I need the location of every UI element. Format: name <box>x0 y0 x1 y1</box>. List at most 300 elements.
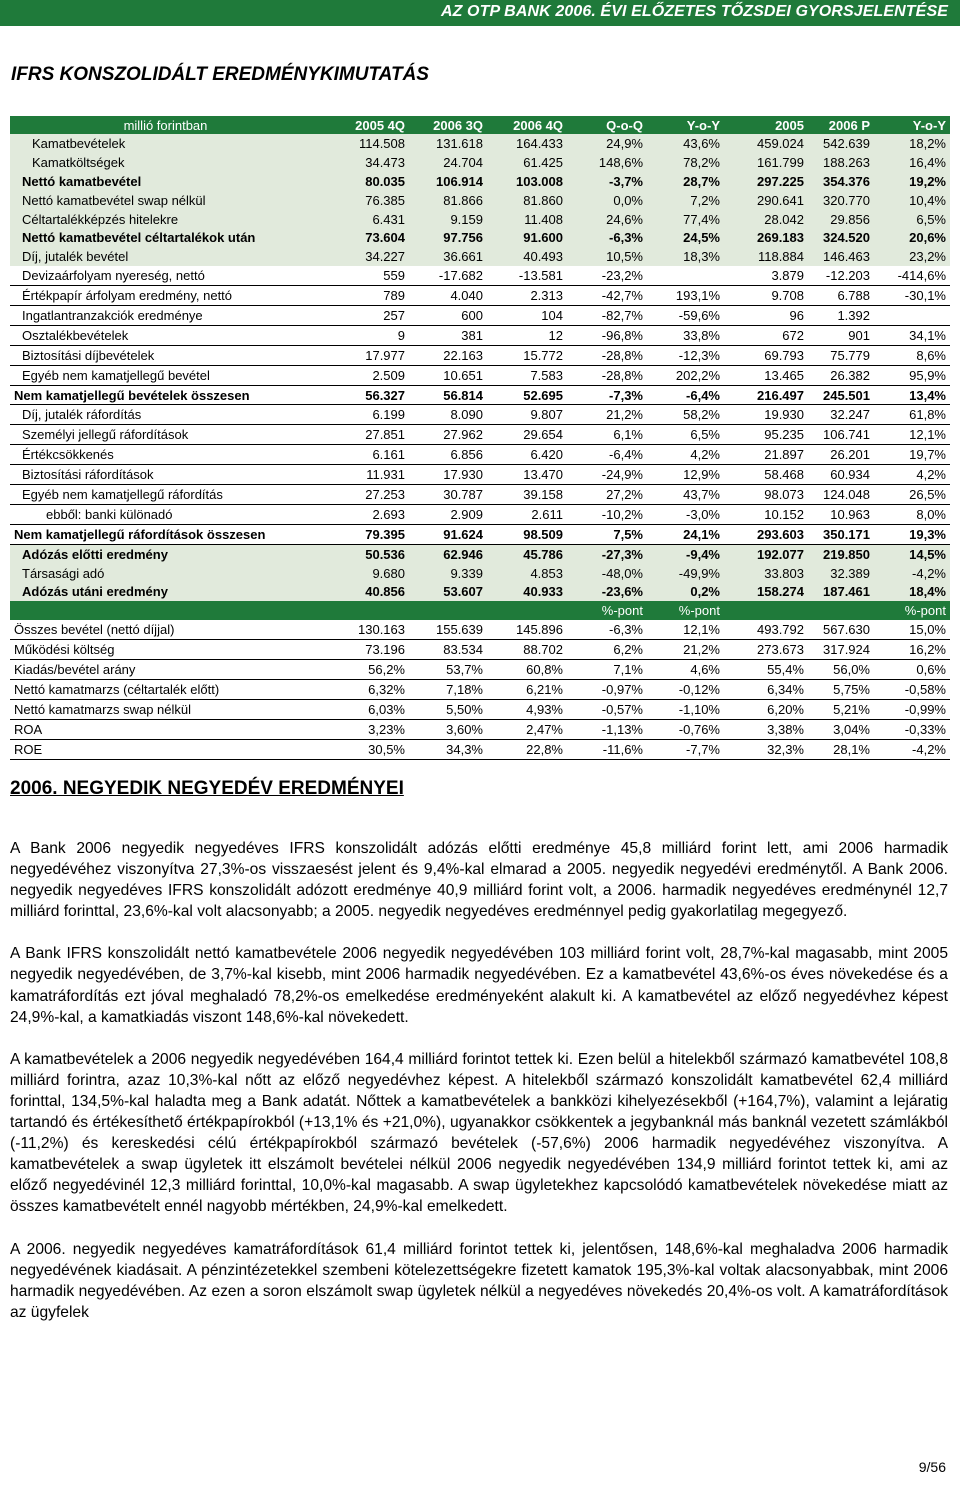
table-cell: 19,7% <box>874 445 950 465</box>
table-cell: 6.199 <box>321 405 409 425</box>
table-cell: 30.787 <box>409 485 487 505</box>
table-cell: 293.603 <box>724 524 808 544</box>
table-cell: 18,4% <box>874 582 950 601</box>
table-row <box>10 465 950 485</box>
table-row <box>10 620 950 639</box>
table-cell: 24,1% <box>647 524 724 544</box>
table-cell: 43,7% <box>647 485 724 505</box>
table-cell: 13.470 <box>487 465 567 485</box>
column-header: Q-o-Q <box>567 116 647 134</box>
table-cell: 77,4% <box>647 210 724 229</box>
table-cell: 3.879 <box>724 266 808 285</box>
table-cell: -10,2% <box>567 504 647 524</box>
table-cell: 10.651 <box>409 365 487 385</box>
row-label: ROE <box>10 739 321 759</box>
table-cell: 0,2% <box>647 582 724 601</box>
table-cell: 32.247 <box>808 405 874 425</box>
table-cell: 27.851 <box>321 425 409 445</box>
table-cell: 118.884 <box>724 247 808 266</box>
table-cell: 901 <box>808 325 874 345</box>
row-label: Adózás előtti eredmény <box>10 544 321 563</box>
row-label: Társasági adó <box>10 564 321 583</box>
table-cell: -6,3% <box>567 620 647 639</box>
table-cell: 0,0% <box>567 191 647 210</box>
table-cell: 76.385 <box>321 191 409 210</box>
table-cell: 22.163 <box>409 345 487 365</box>
table-cell: 10.152 <box>724 504 808 524</box>
table-cell: 106.914 <box>409 172 487 191</box>
row-label: Értékpapír árfolyam eredmény, nettó <box>10 286 321 306</box>
table-cell: 40.856 <box>321 582 409 601</box>
column-header: 2006 3Q <box>409 116 487 134</box>
table-cell: 55,4% <box>724 660 808 680</box>
table-cell: 7.583 <box>487 365 567 385</box>
table-cell: -59,6% <box>647 306 724 326</box>
table-row <box>10 228 950 247</box>
table-cell: 4,6% <box>647 660 724 680</box>
table-cell: 672 <box>724 325 808 345</box>
table-cell: 17.930 <box>409 465 487 485</box>
table-cell: -6,3% <box>567 228 647 247</box>
table-cell: -0,97% <box>567 679 647 699</box>
table-cell: 83.534 <box>409 640 487 660</box>
table-cell: %-pont <box>874 601 950 620</box>
table-row <box>10 325 950 345</box>
table-cell: %-pont <box>567 601 647 620</box>
table-cell: 6.420 <box>487 445 567 465</box>
table-cell: 12 <box>487 325 567 345</box>
table-cell: -28,8% <box>567 345 647 365</box>
table-cell: 103.008 <box>487 172 567 191</box>
table-cell: -1,10% <box>647 699 724 719</box>
table-cell: -28,8% <box>567 365 647 385</box>
table-cell: 2,47% <box>487 719 567 739</box>
table-row <box>10 640 950 660</box>
table-cell: -6,4% <box>647 385 724 405</box>
table-cell: 29.856 <box>808 210 874 229</box>
table-cell: 2.909 <box>409 504 487 524</box>
table-header-row <box>10 116 950 134</box>
table-cell: 24.704 <box>409 153 487 172</box>
table-cell: 43,6% <box>647 134 724 153</box>
column-header: millió forintban <box>10 116 321 134</box>
row-label: Osztalékbevételek <box>10 325 321 345</box>
table-cell: 12,1% <box>874 425 950 445</box>
table-cell: -27,3% <box>567 544 647 563</box>
column-header: Y-o-Y <box>874 116 950 134</box>
section-title: 2006. NEGYEDIK NEGYEDÉV EREDMÉNYEI <box>10 778 404 799</box>
table-cell: 8,6% <box>874 345 950 365</box>
table-cell: 187.461 <box>808 582 874 601</box>
table-cell: 8.090 <box>409 405 487 425</box>
table-cell: 7,18% <box>409 679 487 699</box>
table-cell: 7,2% <box>647 191 724 210</box>
table-cell: 6,20% <box>724 699 808 719</box>
table-cell: 24,6% <box>567 210 647 229</box>
table-cell: 53.607 <box>409 582 487 601</box>
table-cell: 4,93% <box>487 699 567 719</box>
row-label: Személyi jellegű ráfordítások <box>10 425 321 445</box>
table-cell: 3,04% <box>808 719 874 739</box>
table-cell: 62.946 <box>409 544 487 563</box>
table-cell: 5,75% <box>808 679 874 699</box>
table-cell: 26,5% <box>874 485 950 505</box>
row-label: Díj, jutalék ráfordítás <box>10 405 321 425</box>
table-cell: 39.158 <box>487 485 567 505</box>
column-header: 2006 P <box>808 116 874 134</box>
row-label: ROA <box>10 719 321 739</box>
table-cell: 45.786 <box>487 544 567 563</box>
table-cell: -0,99% <box>874 699 950 719</box>
paragraph: A kamatbevételek a 2006 negyedik negyedévében 164,4 milliárd forintot tettek ki. Ezen belül a hitelekből származó kamatbevétel 108,8 milliárd forintra, azaz 10,3%-kal nőtt az előző negyedévhez képest. A hitelekből származó konszolidált kamatbevétel 62,4 milliárd forinttal, 134,5%-kal haladta meg a Bank adatát. Nőttek a kamatbevételek a bankközi kihelyezésekből (+164,7%), valamint a lejáratig tartandó és értékesíthető értékpapírokból (+13,1% és +21,0%), ugyanakkor csökkentek a jegybanknál más banknál vezetett számlákból (-11,2%) és kereskedési célú értékpapírokból származó bevételek (-57,6%) 2006 harmadik negyedévéhez viszonyítva. A kamatbevételek a swap ügyletek itt elszámolt bevételei nélkül 2006 negyedik negyedévében 134,9 milliárd forintot tettek ki, ami az előző negyedévinél 12,3 milliárd forinttal, 10,0%-kal magasabb. A swap ügyletekhez kapcsolódó kamatbevételek növekedése miatt az összes kamatbevételt ennél nagyobb mértékben, 24,9%-kal emelkedett. <box>10 1050 948 1216</box>
table-cell: 40.933 <box>487 582 567 601</box>
table-cell: 12,9% <box>647 465 724 485</box>
table-cell: -9,4% <box>647 544 724 563</box>
table-cell: 34,3% <box>409 739 487 759</box>
row-label: Értékcsökkenés <box>10 445 321 465</box>
table-cell: 36.661 <box>409 247 487 266</box>
column-header: 2005 4Q <box>321 116 409 134</box>
table-cell: 193,1% <box>647 286 724 306</box>
table-cell: 9.708 <box>724 286 808 306</box>
table-cell: 40.493 <box>487 247 567 266</box>
column-header: 2005 <box>724 116 808 134</box>
row-label: Biztosítási díjbevételek <box>10 345 321 365</box>
table-cell: 354.376 <box>808 172 874 191</box>
table-row <box>10 172 950 191</box>
table-cell: 6.856 <box>409 445 487 465</box>
table-cell: 13.465 <box>724 365 808 385</box>
table-cell: 17.977 <box>321 345 409 365</box>
table-cell: 4,2% <box>874 465 950 485</box>
table-cell: 567.630 <box>808 620 874 639</box>
table-cell: 216.497 <box>724 385 808 405</box>
table-cell: 56.814 <box>409 385 487 405</box>
table-row <box>10 425 950 445</box>
table-cell: 23,2% <box>874 247 950 266</box>
row-label <box>10 601 321 620</box>
report-header-band <box>0 0 960 26</box>
table-cell: -414,6% <box>874 266 950 285</box>
paragraph: A 2006. negyedik negyedéves kamatráfordítások 61,4 milliárd forintot tettek ki, jelentősen, 148,6%-kal meghaladva 2006 harmadik negyedévének kiadásait. A pénzintézetekkel szembeni kötelezettségekre fizetett kamatok 195,3%-kal voltak alacsonyabbak, mint 2006 harmadik negyedévében. Az ezen a soron elszámolt swap ügyletek nélkül a negyedéves növekedés 20,4%-os volt. A kamatráfordítások az ügyfelek <box>10 1240 948 1321</box>
table-cell: -7,3% <box>567 385 647 405</box>
table-cell: 19,2% <box>874 172 950 191</box>
table-cell <box>874 306 950 326</box>
table-cell: 9 <box>321 325 409 345</box>
table-cell: 148,6% <box>567 153 647 172</box>
row-label: Összes bevétel (nettó díjjal) <box>10 620 321 639</box>
row-label: Kiadás/bevétel arány <box>10 660 321 680</box>
table-cell: 27.962 <box>409 425 487 445</box>
table-cell: 29.654 <box>487 425 567 445</box>
table-cell: 320.770 <box>808 191 874 210</box>
table-row <box>10 247 950 266</box>
row-label: Nettó kamatmarzs (céltartalék előtt) <box>10 679 321 699</box>
table-cell: -1,13% <box>567 719 647 739</box>
table-cell: 30,5% <box>321 739 409 759</box>
row-label: Kamatbevételek <box>10 134 321 153</box>
table-cell: -23,6% <box>567 582 647 601</box>
table-cell: 16,4% <box>874 153 950 172</box>
table-cell: 130.163 <box>321 620 409 639</box>
table-cell: 20,6% <box>874 228 950 247</box>
table-cell: 4.040 <box>409 286 487 306</box>
table-cell: -42,7% <box>567 286 647 306</box>
table-cell: -82,7% <box>567 306 647 326</box>
table-cell: -48,0% <box>567 564 647 583</box>
table-cell: 158.274 <box>724 582 808 601</box>
table-cell: 34.227 <box>321 247 409 266</box>
table-cell: 34.473 <box>321 153 409 172</box>
table-cell: 146.463 <box>808 247 874 266</box>
row-label: Devizaárfolyam nyereség, nettó <box>10 266 321 285</box>
table-cell: 21.897 <box>724 445 808 465</box>
table-cell: -3,7% <box>567 172 647 191</box>
table-cell: -96,8% <box>567 325 647 345</box>
table-row <box>10 485 950 505</box>
table-cell: 7,5% <box>567 524 647 544</box>
table-cell: 58,2% <box>647 405 724 425</box>
table-cell: 4,2% <box>647 445 724 465</box>
table-cell: 10,4% <box>874 191 950 210</box>
table-cell: 88.702 <box>487 640 567 660</box>
table-cell: 91.600 <box>487 228 567 247</box>
table-cell: 3,23% <box>321 719 409 739</box>
table-cell: -7,7% <box>647 739 724 759</box>
table-cell: 50.536 <box>321 544 409 563</box>
table-cell: 3,38% <box>724 719 808 739</box>
table-cell: 164.433 <box>487 134 567 153</box>
table-cell: 219.850 <box>808 544 874 563</box>
table-cell: 80.035 <box>321 172 409 191</box>
table-cell: 10.963 <box>808 504 874 524</box>
table-cell: 10,5% <box>567 247 647 266</box>
table-cell: 9.807 <box>487 405 567 425</box>
table-row <box>10 504 950 524</box>
table-cell: -4,2% <box>874 564 950 583</box>
table-cell: 56,0% <box>808 660 874 680</box>
row-label: Nettó kamatbevétel swap nélkül <box>10 191 321 210</box>
table-cell: 6.431 <box>321 210 409 229</box>
row-label: Működési költség <box>10 640 321 660</box>
table-cell: 6.161 <box>321 445 409 465</box>
table-cell: 9.680 <box>321 564 409 583</box>
table-row <box>10 210 950 229</box>
table-cell: 33.803 <box>724 564 808 583</box>
table-row <box>10 719 950 739</box>
table-cell: 56,2% <box>321 660 409 680</box>
table-cell: 131.618 <box>409 134 487 153</box>
table-cell: 81.860 <box>487 191 567 210</box>
table-row <box>10 405 950 425</box>
row-label: ebből: banki különadó <box>10 504 321 524</box>
table-cell: 9.159 <box>409 210 487 229</box>
table-row <box>10 445 950 465</box>
table-cell: 21,2% <box>647 640 724 660</box>
table-cell: -0,76% <box>647 719 724 739</box>
table-cell: 95,9% <box>874 365 950 385</box>
table-cell: 2.509 <box>321 365 409 385</box>
table-cell: 18,2% <box>874 134 950 153</box>
table-cell: 106.741 <box>808 425 874 445</box>
table-cell: 32.389 <box>808 564 874 583</box>
table-cell: 6,1% <box>567 425 647 445</box>
table-cell: 11.408 <box>487 210 567 229</box>
table-cell: 192.077 <box>724 544 808 563</box>
table-cell: 188.263 <box>808 153 874 172</box>
table-cell: 53,7% <box>409 660 487 680</box>
table-cell: 124.048 <box>808 485 874 505</box>
table-row <box>10 365 950 385</box>
table-cell: 4.853 <box>487 564 567 583</box>
table-row <box>10 679 950 699</box>
table-row <box>10 266 950 285</box>
table-cell: 114.508 <box>321 134 409 153</box>
table-cell: 6,34% <box>724 679 808 699</box>
table-cell: 245.501 <box>808 385 874 405</box>
table-cell: -0,33% <box>874 719 950 739</box>
table-cell: 26.201 <box>808 445 874 465</box>
table-cell: 98.073 <box>724 485 808 505</box>
table-cell: 273.673 <box>724 640 808 660</box>
table-cell: 19.930 <box>724 405 808 425</box>
table-row <box>10 739 950 759</box>
table-cell: 6,5% <box>874 210 950 229</box>
table-cell: 15.772 <box>487 345 567 365</box>
table-row <box>10 699 950 719</box>
table-cell: -13.581 <box>487 266 567 285</box>
row-label: Nem kamatjellegű bevételek összesen <box>10 385 321 405</box>
table-cell: 96 <box>724 306 808 326</box>
table-cell: 459.024 <box>724 134 808 153</box>
table-cell: 52.695 <box>487 385 567 405</box>
row-label: Kamatköltségek <box>10 153 321 172</box>
table-cell <box>321 601 409 620</box>
paragraph: A Bank 2006 negyedik negyedéves IFRS konszolidált adózás előtti eredménye 45,8 milliárd forint lett, ami 2006 harmadik negyedévéhez viszonyítva 27,3%-os visszaesést jelent és 9,4%-kal elmarad a 2005. negyedik negyedévi eredménytől. A Bank 2006. negyedik negyedéves IFRS konszolidált adózott eredménye 40,9 milliárd forint volt, a 2006. harmadik negyedéves eredménynél 12,7 milliárd forinttal, 23,6%-kal volt alacsonyabb; a 2005. negyedik negyedéves eredménnyel pedig gyakorlatilag megegyező. <box>10 840 948 921</box>
table-cell: 34,1% <box>874 325 950 345</box>
table-row <box>10 153 950 172</box>
table-cell: 78,2% <box>647 153 724 172</box>
table-cell: 28,7% <box>647 172 724 191</box>
table-cell: 73.604 <box>321 228 409 247</box>
table-cell: 202,2% <box>647 365 724 385</box>
row-label: Biztosítási ráfordítások <box>10 465 321 485</box>
page-title: IFRS KONSZOLIDÁLT EREDMÉNYKIMUTATÁS <box>11 64 429 85</box>
table-cell <box>487 601 567 620</box>
row-label: Nem kamatjellegű ráfordítások összesen <box>10 524 321 544</box>
table-cell: 0,6% <box>874 660 950 680</box>
table-cell: 18,3% <box>647 247 724 266</box>
table-cell: 75.779 <box>808 345 874 365</box>
table-cell: 6,2% <box>567 640 647 660</box>
table-cell: 21,2% <box>567 405 647 425</box>
table-cell: 104 <box>487 306 567 326</box>
table-cell: 33,8% <box>647 325 724 345</box>
table-cell: 269.183 <box>724 228 808 247</box>
table-cell: 155.639 <box>409 620 487 639</box>
table-cell: 6.788 <box>808 286 874 306</box>
table-cell: 28,1% <box>808 739 874 759</box>
row-label: Céltartalékképzés hitelekre <box>10 210 321 229</box>
table-cell: 69.793 <box>724 345 808 365</box>
column-header: 2006 4Q <box>487 116 567 134</box>
table-cell: -30,1% <box>874 286 950 306</box>
table-cell: 6,21% <box>487 679 567 699</box>
table-cell: -4,2% <box>874 739 950 759</box>
table-cell: -0,58% <box>874 679 950 699</box>
table-cell: 60.934 <box>808 465 874 485</box>
body-text <box>10 838 948 1344</box>
table-cell: 6,5% <box>647 425 724 445</box>
table-cell: 61.425 <box>487 153 567 172</box>
table-cell: 11.931 <box>321 465 409 485</box>
row-label: Díj, jutalék bevétel <box>10 247 321 266</box>
table-cell: 22,8% <box>487 739 567 759</box>
table-cell: 2.693 <box>321 504 409 524</box>
table-cell: -0,12% <box>647 679 724 699</box>
table-cell: 27.253 <box>321 485 409 505</box>
table-cell: 297.225 <box>724 172 808 191</box>
table-cell: 3,60% <box>409 719 487 739</box>
paragraph: A Bank IFRS konszolidált nettó kamatbevétele 2006 negyedik negyedévében 103 milliárd forint volt, 28,7%-kal magasabb, mint 2005 negyedik negyedévében, de 3,7%-kal kisebb, mint 2006 harmadik negyedévében. Ez a kamatbevétel 43,6%-os éves növekedése és a kamatráfordítás ezt jóval meghaladó 78,2%-os emelkedése eredményeként alakult ki. A kamatbevétel az előző negyedévhez képest 24,9%-kal, a kamatkiadás viszont 148,6%-kal növekedett. <box>10 945 948 1026</box>
table-cell: 27,2% <box>567 485 647 505</box>
table-row <box>10 582 950 601</box>
table-cell: 24,9% <box>567 134 647 153</box>
table-cell: 2.611 <box>487 504 567 524</box>
row-label: Nettó kamatbevétel céltartalékok után <box>10 228 321 247</box>
table-cell: 1.392 <box>808 306 874 326</box>
table-cell: -17.682 <box>409 266 487 285</box>
table-cell: -3,0% <box>647 504 724 524</box>
table-cell: 257 <box>321 306 409 326</box>
table-cell: 24,5% <box>647 228 724 247</box>
page-number: 9/56 <box>918 1459 946 1475</box>
table-row <box>10 564 950 583</box>
table-cell: 16,2% <box>874 640 950 660</box>
table-cell <box>647 266 724 285</box>
table-cell: 61,8% <box>874 405 950 425</box>
table-cell: 32,3% <box>724 739 808 759</box>
table-cell: 600 <box>409 306 487 326</box>
table-cell: 5,21% <box>808 699 874 719</box>
table-row <box>10 191 950 210</box>
row-label: Ingatlantranzakciók eredménye <box>10 306 321 326</box>
table-cell <box>724 601 808 620</box>
table-cell: 290.641 <box>724 191 808 210</box>
row-label: Nettó kamatmarzs swap nélkül <box>10 699 321 719</box>
table-row <box>10 385 950 405</box>
table-cell: -24,9% <box>567 465 647 485</box>
table-cell: %-pont <box>647 601 724 620</box>
table-cell: 12,1% <box>647 620 724 639</box>
table-row <box>10 524 950 544</box>
table-cell: 91.624 <box>409 524 487 544</box>
table-cell <box>808 601 874 620</box>
table-cell: 7,1% <box>567 660 647 680</box>
table-row <box>10 286 950 306</box>
table-cell: 324.520 <box>808 228 874 247</box>
table-cell: 13,4% <box>874 385 950 405</box>
table-cell: 79.395 <box>321 524 409 544</box>
row-label: Egyéb nem kamatjellegű ráfordítás <box>10 485 321 505</box>
table-cell: -6,4% <box>567 445 647 465</box>
table-cell: 19,3% <box>874 524 950 544</box>
table-cell: 317.924 <box>808 640 874 660</box>
table-cell: 6,03% <box>321 699 409 719</box>
table-cell: 15,0% <box>874 620 950 639</box>
table-cell: 81.866 <box>409 191 487 210</box>
table-cell: 381 <box>409 325 487 345</box>
